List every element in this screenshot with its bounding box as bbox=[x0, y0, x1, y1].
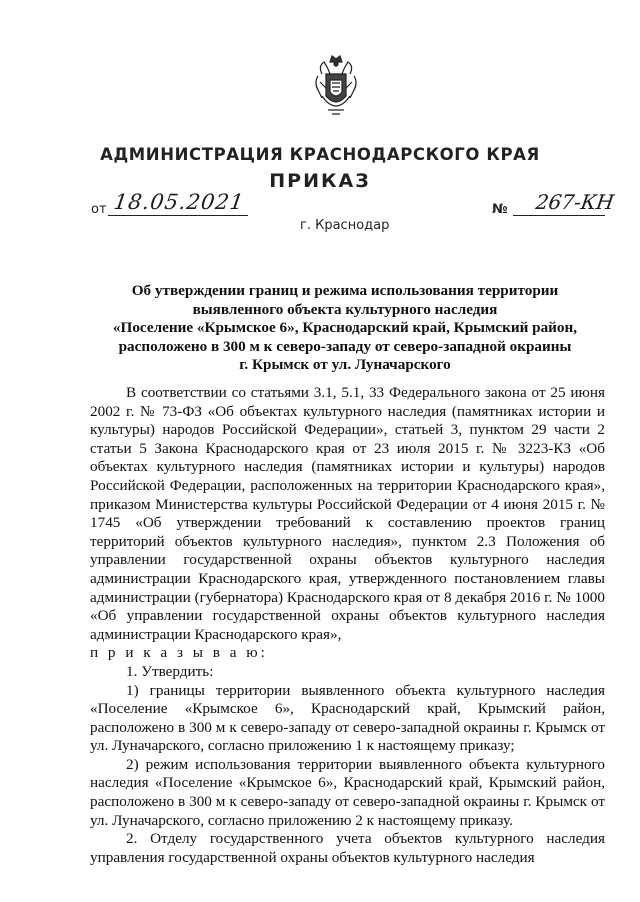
title-line: г. Крымск от ул. Луначарского bbox=[239, 356, 451, 373]
item-2: 2. Отделу государственного учета объектов культурного наследия управления государственной охраны объектов культурного наследия bbox=[90, 830, 605, 866]
item-1-2: 2) режим использования территории выявленного объекта культурного наследия «Поселение «Крымское 6», Краснодарский край, Крымский район, расположено в 300 м к северо-западу от северо-западной окраины г. Крымск от ул. Луначарского, согласно приложению 2 к настоящему приказу. bbox=[90, 755, 605, 829]
document-type: ПРИКАЗ bbox=[269, 170, 371, 192]
coat-of-arms-icon bbox=[312, 52, 360, 124]
city-label: г. Краснодар bbox=[300, 218, 390, 233]
handwritten-number: 267-КН bbox=[534, 190, 616, 214]
document-body bbox=[90, 384, 605, 867]
number-label: № bbox=[492, 202, 508, 217]
date-underline bbox=[108, 215, 248, 216]
title-line: выявленного объекта культурного наследия bbox=[192, 300, 498, 318]
date-label: от bbox=[91, 202, 107, 217]
document-title bbox=[90, 282, 600, 375]
title-line: Об утверждении границ и режима использования территории bbox=[131, 282, 559, 299]
handwritten-date: 18.05.2021 bbox=[112, 190, 246, 214]
order-word: п р и к а з ы в а ю: bbox=[90, 644, 268, 662]
title-line: «Поселение «Крымское 6», Краснодарский край, Крымский район, bbox=[112, 319, 578, 336]
organization-title: АДМИНИСТРАЦИЯ КРАСНОДАРСКОГО КРАЯ bbox=[100, 145, 540, 164]
preamble-paragraph: В соответствии со статьями 3.1, 5.1, 33 Федерального закона от 25 июня 2002 г. № 73-ФЗ «Об объектах культурного наследия (памятниках истории и культуры) народов Российской Федерации», статьей 3, пунктом 29 части 2 статьи 5 Закона Краснодарского края от 23 июля 2015 г. № 3223-КЗ «Об объектах культурного наследия (памятниках истории и культуры) народов Российской Федерации, расположенных на территории Краснодарского края», приказом Министерства культуры Российской Федерации от 4 июня 2015 г. № 1745 «Об утверждении требований к составлению проектов границ территорий объектов культурного наследия», пунктом 2.3 Положения об управлении государственной охраны объектов культурного наследия администрации Краснодарского края, утвержденного постановлением главы администрации (губернатора) Краснодарского края от 8 декабря 2016 г. № 1000 «Об управлении государственной охраны объектов культурного наследия администрации Краснодарского края», bbox=[90, 384, 605, 643]
item-1-1: 1) границы территории выявленного объекта культурного наследия «Поселение «Крымское 6», Краснодарский край, Крымский район, расположено в 300 м к северо-западу от северо-западной окраины г. Крымск от ул. Луначарского, согласно приложению 1 к настоящему приказу; bbox=[90, 681, 605, 755]
item-1: 1. Утвердить: bbox=[126, 662, 214, 680]
number-underline bbox=[513, 215, 605, 216]
title-line: расположено в 300 м к северо-западу от северо-западной окраины bbox=[118, 337, 572, 355]
